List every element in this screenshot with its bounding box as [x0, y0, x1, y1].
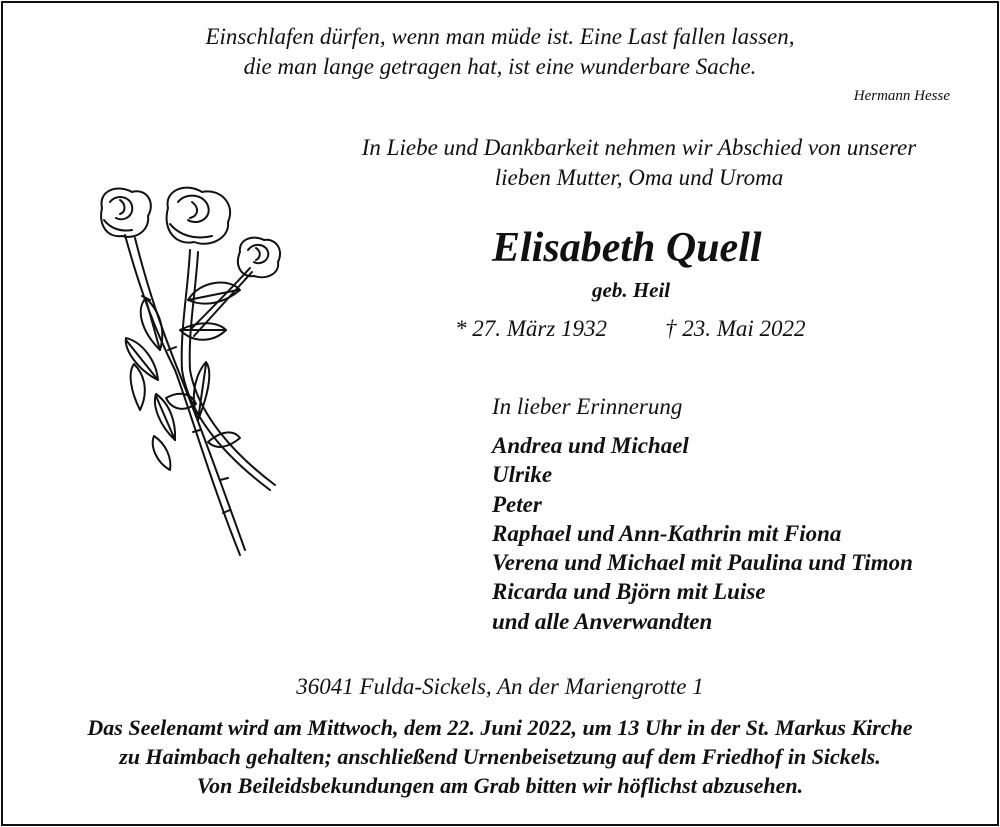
roses-illustration — [80, 180, 290, 560]
deceased-name: Elisabeth Quell — [492, 225, 762, 271]
service-notice-line-1: Das Seelenamt wird am Mittwoch, dem 22. Juni 2022, um 13 Uhr in der St. Markus Kirche — [87, 715, 913, 740]
intro-line-1: In Liebe und Dankbarkeit nehmen wir Abschied von unserer — [361, 135, 917, 160]
quote-author: Hermann Hesse — [853, 88, 950, 104]
mourner-entry: und alle Anverwandten — [492, 608, 713, 634]
service-notice-line-3: Von Beileidsbekundungen am Grab bitten wir höflichst abzusehen. — [196, 773, 804, 798]
mourner-entry: Ulrike — [492, 462, 553, 488]
birth-date: * 27. März 1932 — [455, 316, 608, 341]
intro-line-2: lieben Mutter, Oma und Uroma — [494, 165, 784, 190]
quote-line-2: die man lange getragen hat, ist eine wunderbare Sache. — [243, 54, 757, 79]
mourners-list — [492, 431, 913, 636]
mourner-entry: Peter — [492, 491, 542, 517]
mourner-entry: Andrea und Michael — [492, 433, 689, 458]
maiden-name: geb. Heil — [592, 278, 671, 302]
death-date: † 23. Mai 2022 — [665, 316, 806, 341]
mourner-entry: Raphael und Ann-Kathrin mit Fiona — [492, 520, 842, 546]
mourner-entry: Ricarda und Björn mit Luise — [492, 579, 766, 605]
memory-label: In lieber Erinnerung — [492, 394, 683, 419]
mourner-entry: Verena und Michael mit Paulina und Timon — [492, 550, 913, 576]
quote-line-1: Einschlafen dürfen, wenn man müde ist. Eine Last fallen lassen, — [205, 24, 795, 49]
service-notice-line-2: zu Haimbach gehalten; anschließend Urnenbeisetzung auf dem Friedhof in Sickels. — [119, 744, 881, 769]
family-address: 36041 Fulda-Sickels, An der Mariengrotte 1 — [296, 674, 704, 699]
